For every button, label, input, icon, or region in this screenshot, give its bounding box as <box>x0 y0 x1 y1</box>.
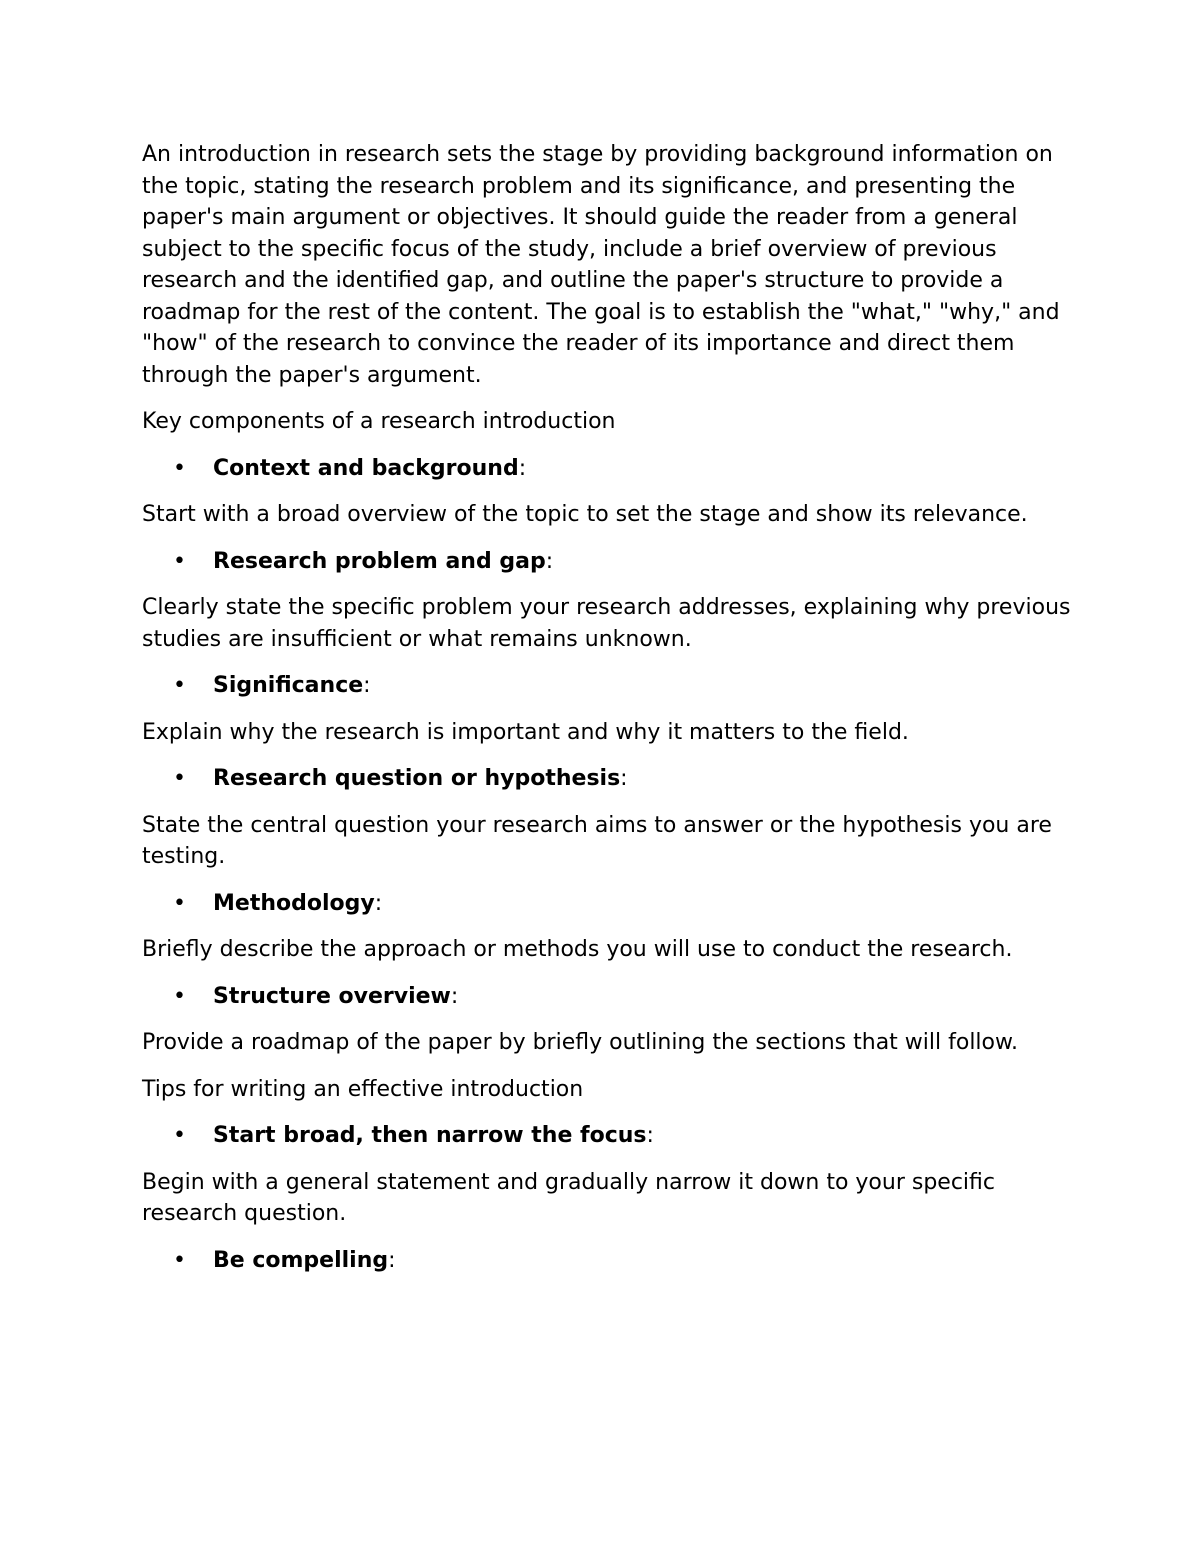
item-suffix: : <box>450 983 459 1009</box>
item-description: State the central question your research aims to answer or the hypothesis you are testing. <box>142 812 1052 869</box>
list-item <box>142 1120 1072 1152</box>
item-term: Context and background <box>213 455 519 481</box>
intro-paragraph: An introduction in research sets the stage by providing background information on the topic, stating the research problem and its significance, and presenting the paper's main argument or objectives. It should guide the reader from a general subject to the specific focus of the study, include a brief overview of previous research and the identified gap, and outline the paper's structure to provide a roadmap for the rest of the content. The goal is to establish the "what," "why," and "how" of the research to convince the reader of its importance and direct them through the paper's argument. <box>142 142 1060 388</box>
item-description: Clearly state the specific problem your research addresses, explaining why previous studies are insufficient or what remains unknown. <box>142 595 1071 652</box>
list-item <box>142 1245 1072 1277</box>
section-heading: Tips for writing an effective introduction <box>142 1076 584 1102</box>
list-item <box>142 670 1072 702</box>
item-description: Provide a roadmap of the paper by briefly outlining the sections that will follow. <box>142 1030 1018 1055</box>
item-description: Begin with a general statement and gradually narrow it down to your specific research question. <box>142 1169 995 1226</box>
item-term: Methodology <box>213 890 375 916</box>
item-suffix: : <box>518 455 527 481</box>
bullet-marker: • <box>173 673 186 698</box>
item-term: Structure overview <box>213 983 451 1009</box>
item-suffix: : <box>363 673 371 698</box>
document-body <box>142 139 1072 1291</box>
item-suffix: : <box>545 548 554 574</box>
item-suffix: : <box>620 766 628 791</box>
item-suffix: : <box>646 1123 654 1148</box>
item-term: Start broad, then narrow the focus <box>213 1123 647 1148</box>
item-suffix: : <box>388 1247 396 1273</box>
list-item <box>142 546 1072 578</box>
item-suffix: : <box>374 890 383 916</box>
bullet-marker: • <box>173 983 186 1009</box>
item-description: Explain why the research is important and why it matters to the field. <box>142 719 909 745</box>
item-term: Be compelling <box>213 1247 389 1273</box>
list-item <box>142 981 1072 1013</box>
item-description: Start with a broad overview of the topic to set the stage and show its relevance. <box>142 502 1028 527</box>
list-item <box>142 888 1072 920</box>
list-item <box>142 763 1072 795</box>
section-heading: Key components of a research introduction <box>142 409 616 434</box>
bullet-marker: • <box>173 548 186 574</box>
bullet-marker: • <box>173 766 186 791</box>
bullet-marker: • <box>173 1123 186 1148</box>
item-term: Research question or hypothesis <box>213 766 621 791</box>
bullet-marker: • <box>173 455 186 481</box>
item-term: Significance <box>213 673 364 698</box>
list-item <box>142 453 1072 485</box>
bullet-marker: • <box>173 1247 186 1273</box>
bullet-marker: • <box>173 890 186 916</box>
item-description: Briefly describe the approach or methods you will use to conduct the research. <box>142 937 1013 962</box>
item-term: Research problem and gap <box>213 548 546 574</box>
